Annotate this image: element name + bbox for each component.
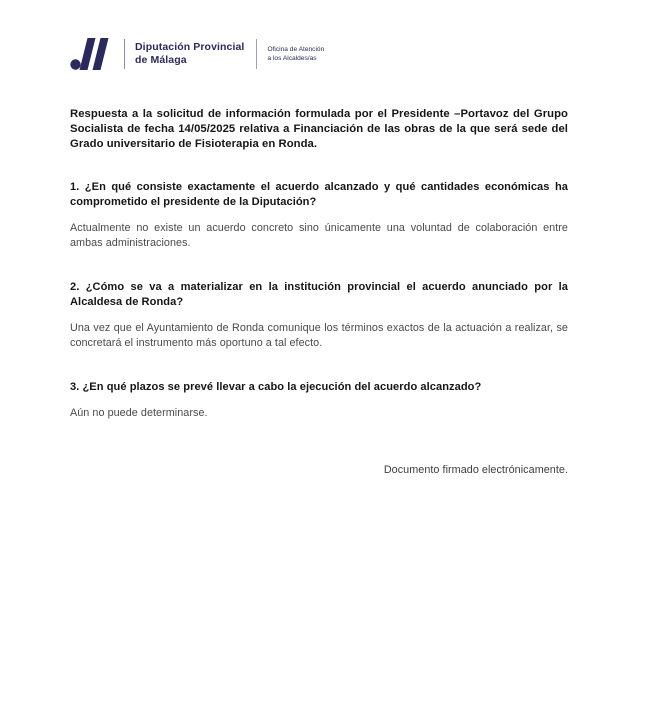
question-1: 1. ¿En qué consiste exactamente el acuerdo alcanzado y qué cantidades económicas ha comprometido el presidente de la Diputación? xyxy=(70,180,568,208)
office-name-line2: a los Alcaldes/as xyxy=(267,55,317,62)
qa-block-3 xyxy=(70,380,568,421)
document-title: Respuesta a la solicitud de información formulada por el Presidente –Portavoz del Grupo Socialista de fecha 14/05/2025 relativa a Financiación de las obras de la que será sede del Grado universitario de Fisioterapia en Ronda. xyxy=(70,108,568,151)
signature-note: Documento firmado electrónicamente. xyxy=(383,464,568,476)
logo-divider xyxy=(124,39,125,69)
office-name xyxy=(267,45,324,64)
document-body xyxy=(70,107,568,421)
qa-block-1 xyxy=(70,180,568,251)
answer-2: Una vez que el Ayuntamiento de Ronda comunique los términos exactos de la actuación a realizar, se concretará el instrumento más oportuno a tal efecto. xyxy=(70,321,568,349)
office-divider xyxy=(256,39,257,69)
office-name-line1: Oficina de Atención xyxy=(267,45,325,53)
question-3: 3. ¿En qué plazos se prevé llevar a cabo la ejecución del acuerdo alcanzado? xyxy=(70,380,482,393)
qa-block-2 xyxy=(70,280,568,351)
organization-name-line2: de Málaga xyxy=(135,54,187,66)
answer-1: Actualmente no existe un acuerdo concreto sino únicamente una voluntad de colaboración entre ambas administraciones. xyxy=(70,221,568,249)
diputacion-malaga-logo-icon xyxy=(70,37,116,71)
organization-name-line1: Diputación Provincial xyxy=(135,41,245,53)
letterhead xyxy=(70,33,324,75)
answer-3: Aún no puede determinarse. xyxy=(70,406,208,419)
question-2: 2. ¿Cómo se va a materializar en la institución provincial el acuerdo anunciado por la Alcaldesa de Ronda? xyxy=(70,280,568,308)
organization-name xyxy=(135,41,244,67)
